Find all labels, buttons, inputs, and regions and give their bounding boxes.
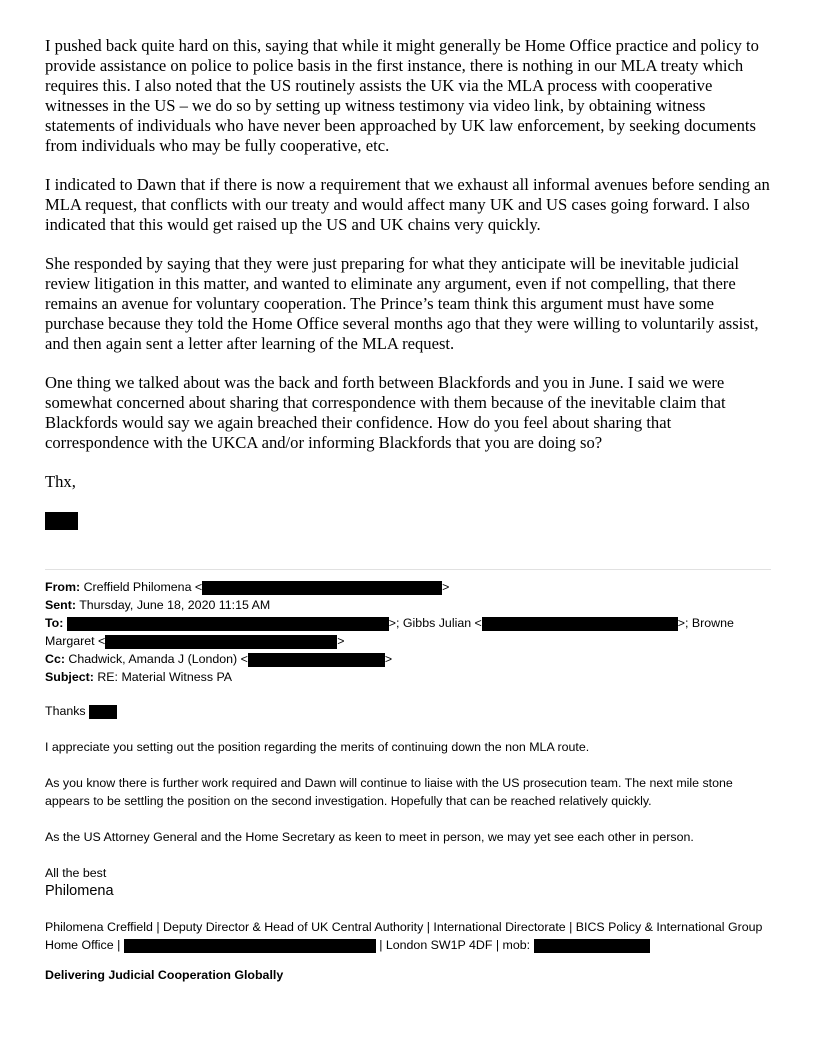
sent-label: Sent:	[45, 598, 76, 612]
cc-value: Chadwick, Amanda J (London) <	[68, 652, 248, 666]
forwarded-letter	[45, 36, 773, 531]
to-label: To:	[45, 616, 64, 630]
reply-body	[45, 702, 773, 982]
signature-tagline: Delivering Judicial Cooperation Globally	[45, 968, 284, 982]
cc-line: Cc: Chadwick, Amanda J (London) < >	[45, 652, 393, 666]
redacted-name	[89, 705, 117, 719]
redacted-email	[105, 635, 337, 649]
redacted-address	[124, 939, 376, 953]
reply-paragraph-1: I appreciate you setting out the position regarding the merits of continuing down the non MLA route.	[45, 740, 590, 754]
redacted-signature	[45, 512, 78, 530]
redacted-email	[248, 653, 385, 667]
signature-title: Philomena Creffield | Deputy Director & Head of UK Central Authority | International Directorate | BICS Policy & International Group	[45, 920, 763, 934]
email-header	[45, 578, 773, 686]
letter-paragraph-2: I indicated to Dawn that if there is now a requirement that we exhaust all informal avenues before sending an MLA request, that conflicts with our treaty and would affect many UK and US cases going forward. I also indicated that this would get raised up the US and UK chains very quickly.	[45, 175, 770, 234]
cc-label: Cc:	[45, 652, 65, 666]
redacted-email	[482, 617, 678, 631]
header-divider	[45, 569, 771, 570]
sent-line	[45, 596, 773, 614]
reply-closing: All the best	[45, 866, 107, 880]
signature-block	[45, 918, 773, 954]
letter-paragraph-3: She responded by saying that they were just preparing for what they anticipate will be inevitable judicial review litigation in this matter, and wanted to eliminate any argument, even if not compelling, that there remains an avenue for voluntary cooperation. The Prince’s team think this argument must have some purchase because they told the Home Office several months ago that they were willing to voluntarily assist, and then again sent a letter after learning of the MLA request.	[45, 254, 759, 353]
to-line: To: >; Gibbs Julian < >; Browne	[45, 616, 734, 630]
sender-name: Philomena	[45, 883, 114, 899]
to-line-continued: Margaret < >	[45, 634, 345, 648]
sent-value: Thursday, June 18, 2020 11:15 AM	[79, 598, 271, 612]
letter-paragraph-1: I pushed back quite hard on this, saying that while it might generally be Home Office practice and policy to provide assistance on police to police basis in the first instance, there is nothing in our MLA treaty which requires this. I also noted that the US routinely assists the UK via the MLA process with cooperative witnesses in the US – we do so by setting up witness testimony via video link, by obtaining witness statements of individuals who have never been approached by UK law enforcement, by seeking documents from individuals who may be fully cooperative, etc.	[45, 36, 759, 155]
redacted-email	[202, 581, 442, 595]
reply-paragraph-3: As the US Attorney General and the Home Secretary as keen to meet in person, we may yet see each other in person.	[45, 830, 694, 844]
signature-address: Home Office | | London SW1P 4DF | mob:	[45, 936, 773, 954]
email-document	[45, 36, 773, 982]
from-line: From: Creffield Philomena < >	[45, 580, 450, 594]
from-label: From:	[45, 580, 81, 594]
letter-paragraph-4: One thing we talked about was the back and forth between Blackfords and you in June. I said we were somewhat concerned about sharing that correspondence with them because of the inevitable claim that Blackfords would say we again breached their confidence. How do you feel about sharing that correspondence with the UKCA and/or informing Blackfords that you are doing so?	[45, 373, 726, 452]
redacted-phone	[534, 939, 650, 953]
letter-signoff: Thx,	[45, 472, 76, 491]
reply-paragraph-2: As you know there is further work required and Dawn will continue to liaise with the US prosecution team. The next mile stone appears to be settling the position on the second investigation. Hopefully that can be reached relatively quickly.	[45, 776, 733, 808]
subject-line	[45, 668, 773, 686]
subject-value: RE: Material Witness PA	[97, 670, 233, 684]
subject-label: Subject:	[45, 670, 94, 684]
from-name: Creffield Philomena <	[83, 580, 203, 594]
reply-greeting: Thanks	[45, 702, 773, 720]
redacted-email	[67, 617, 389, 631]
